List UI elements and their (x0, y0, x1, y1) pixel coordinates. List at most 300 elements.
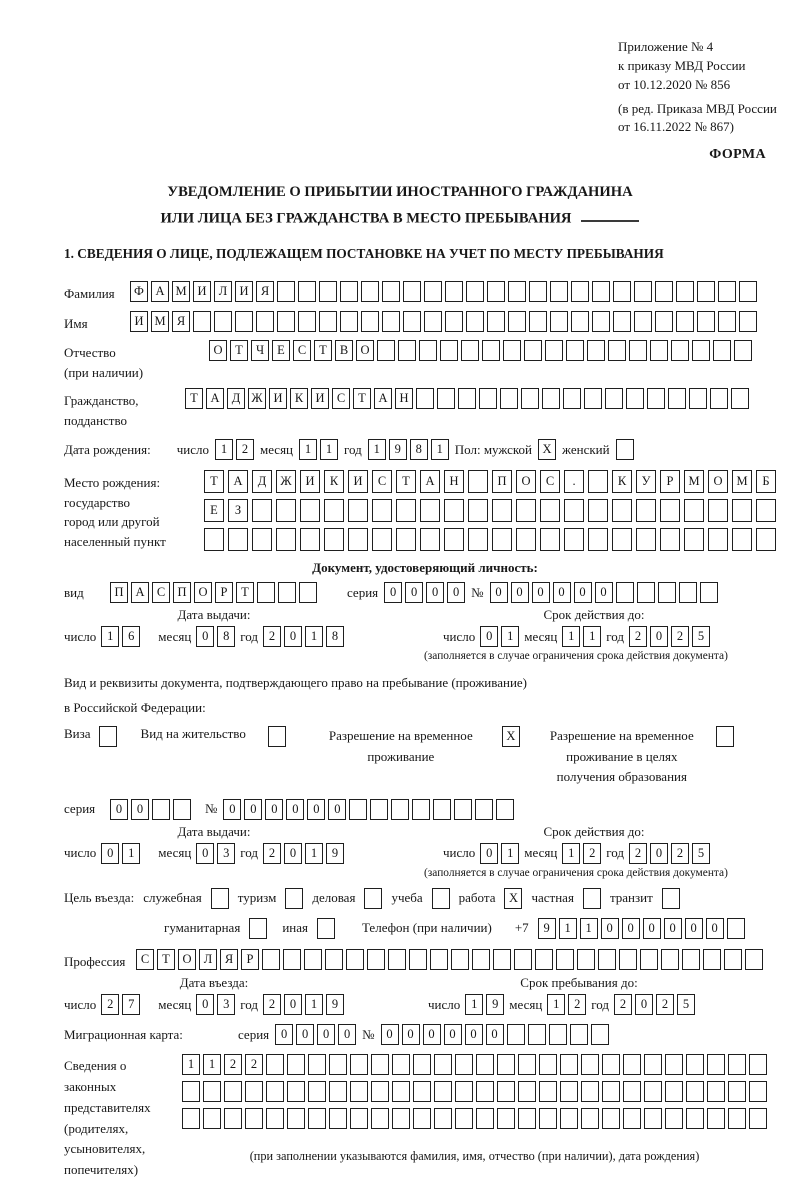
birth-month-field-0[interactable]: 1 (299, 439, 317, 460)
representatives-row3-27[interactable] (749, 1108, 767, 1129)
birth-place-row3-0[interactable] (204, 528, 224, 551)
patronymic-field-19[interactable] (608, 340, 626, 361)
doc-issue-day-1[interactable]: 6 (122, 626, 140, 647)
doc-kind-field-2[interactable]: С (152, 582, 170, 603)
migration-number-field-0[interactable]: 0 (381, 1024, 399, 1045)
residence-number-field-4[interactable]: 0 (307, 799, 325, 820)
purpose-other-checkbox-0[interactable] (317, 918, 335, 939)
given-name-field-22[interactable] (592, 311, 610, 332)
given-name-field-12[interactable] (382, 311, 400, 332)
profession-field-2[interactable]: О (178, 949, 196, 970)
doc-expiry-year-1[interactable]: 0 (650, 626, 668, 647)
migration-number-field-6[interactable] (507, 1024, 525, 1045)
representatives-row2-20[interactable] (602, 1081, 620, 1102)
residence-series-field-2[interactable] (152, 799, 170, 820)
given-name-field-14[interactable] (424, 311, 442, 332)
doc-issue-month[interactable] (196, 626, 235, 647)
entry-year-3[interactable]: 9 (326, 994, 344, 1015)
given-name-field-7[interactable] (277, 311, 295, 332)
birth-place-row2-20[interactable] (684, 499, 704, 522)
residence-expiry-month[interactable] (562, 843, 601, 864)
surname-field-29[interactable] (739, 281, 757, 302)
citizenship-field-8[interactable]: Т (353, 388, 371, 409)
surname-field-17[interactable] (487, 281, 505, 302)
surname-field-10[interactable] (340, 281, 358, 302)
profession-field-20[interactable] (556, 949, 574, 970)
birth-year-field[interactable] (368, 439, 449, 460)
doc-number-field-5[interactable]: 0 (595, 582, 613, 603)
birth-place-row2-4[interactable] (300, 499, 320, 522)
birth-place-row2-19[interactable] (660, 499, 680, 522)
given-name-field-2[interactable]: Я (172, 311, 190, 332)
residence-issue-year-3[interactable]: 9 (326, 843, 344, 864)
doc-series-field-3[interactable]: 0 (447, 582, 465, 603)
birth-place-row1-17[interactable]: К (612, 470, 632, 493)
birth-place-row3-6[interactable] (348, 528, 368, 551)
residence-permit-checkbox-0[interactable] (268, 726, 286, 747)
birth-place-row2-22[interactable] (732, 499, 752, 522)
residence-number-field-0[interactable]: 0 (223, 799, 241, 820)
birth-place-row1-1[interactable]: А (228, 470, 248, 493)
birth-place-row1-15[interactable]: . (564, 470, 584, 493)
stay-year-1[interactable]: 0 (635, 994, 653, 1015)
doc-series-field-0[interactable]: 0 (384, 582, 402, 603)
citizenship-field-0[interactable]: Т (185, 388, 203, 409)
surname-field-5[interactable]: И (235, 281, 253, 302)
birth-place-row3-15[interactable] (564, 528, 584, 551)
doc-expiry-day-1[interactable]: 1 (501, 626, 519, 647)
residence-expiry-year-1[interactable]: 0 (650, 843, 668, 864)
profession-field[interactable] (136, 949, 763, 970)
birth-place-row2-1[interactable]: З (228, 499, 248, 522)
migration-series-field-2[interactable]: 0 (317, 1024, 335, 1045)
migration-number-field-1[interactable]: 0 (402, 1024, 420, 1045)
patronymic-field-23[interactable] (692, 340, 710, 361)
entry-year[interactable] (263, 994, 344, 1015)
birth-place-row2-13[interactable] (516, 499, 536, 522)
birth-place-row2[interactable] (204, 499, 776, 522)
birth-place-row1-7[interactable]: С (372, 470, 392, 493)
birth-place-row2-8[interactable] (396, 499, 416, 522)
surname-field-3[interactable]: И (193, 281, 211, 302)
phone-field-7[interactable]: 0 (685, 918, 703, 939)
residence-series-field-0[interactable]: 0 (110, 799, 128, 820)
doc-expiry-month-0[interactable]: 1 (562, 626, 580, 647)
doc-kind-field-3[interactable]: П (173, 582, 191, 603)
residence-number-field[interactable] (223, 799, 514, 820)
residence-expiry-year-2[interactable]: 2 (671, 843, 689, 864)
doc-issue-year-3[interactable]: 8 (326, 626, 344, 647)
residence-expiry-day-0[interactable]: 0 (480, 843, 498, 864)
surname-field-9[interactable] (319, 281, 337, 302)
residence-number-field-6[interactable] (349, 799, 367, 820)
birth-year-field-2[interactable]: 8 (410, 439, 428, 460)
stay-year-2[interactable]: 2 (656, 994, 674, 1015)
representatives-row2-14[interactable] (476, 1081, 494, 1102)
representatives-row3-1[interactable] (203, 1108, 221, 1129)
representatives-row3-26[interactable] (728, 1108, 746, 1129)
profession-field-24[interactable] (640, 949, 658, 970)
representatives-row1-22[interactable] (644, 1054, 662, 1075)
birth-place-row1-10[interactable]: Н (444, 470, 464, 493)
representatives-row3-3[interactable] (245, 1108, 263, 1129)
citizenship-field-6[interactable]: И (311, 388, 329, 409)
representatives-row1-7[interactable] (329, 1054, 347, 1075)
patronymic-field-1[interactable]: Т (230, 340, 248, 361)
birth-place-row1-5[interactable]: К (324, 470, 344, 493)
doc-kind-field-5[interactable]: Р (215, 582, 233, 603)
migration-number-field-4[interactable]: 0 (465, 1024, 483, 1045)
doc-number-field-9[interactable] (679, 582, 697, 603)
purpose-study-checkbox[interactable] (432, 888, 450, 909)
migration-number-field-10[interactable] (591, 1024, 609, 1045)
doc-expiry-year-2[interactable]: 2 (671, 626, 689, 647)
profession-field-1[interactable]: Т (157, 949, 175, 970)
birth-month-field-1[interactable]: 1 (320, 439, 338, 460)
representatives-row2-8[interactable] (350, 1081, 368, 1102)
representatives-row1-8[interactable] (350, 1054, 368, 1075)
birth-place-row3-13[interactable] (516, 528, 536, 551)
representatives-row1-19[interactable] (581, 1054, 599, 1075)
purpose-private-checkbox[interactable] (583, 888, 601, 909)
representatives-row1-25[interactable] (707, 1054, 725, 1075)
profession-field-23[interactable] (619, 949, 637, 970)
representatives-row3-19[interactable] (581, 1108, 599, 1129)
entry-day-0[interactable]: 2 (101, 994, 119, 1015)
patronymic-field-6[interactable]: В (335, 340, 353, 361)
citizenship-field-16[interactable] (521, 388, 539, 409)
representatives-row1-21[interactable] (623, 1054, 641, 1075)
profession-field-29[interactable] (745, 949, 763, 970)
birth-place-row2-16[interactable] (588, 499, 608, 522)
migration-series-field[interactable] (275, 1024, 356, 1045)
citizenship-field-5[interactable]: К (290, 388, 308, 409)
representatives-row1[interactable] (182, 1054, 767, 1075)
doc-series-field-1[interactable]: 0 (405, 582, 423, 603)
entry-day-1[interactable]: 7 (122, 994, 140, 1015)
profession-field-27[interactable] (703, 949, 721, 970)
migration-number-field-2[interactable]: 0 (423, 1024, 441, 1045)
representatives-row1-15[interactable] (497, 1054, 515, 1075)
phone-field-5[interactable]: 0 (643, 918, 661, 939)
representatives-row1-23[interactable] (665, 1054, 683, 1075)
doc-number-field-2[interactable]: 0 (532, 582, 550, 603)
citizenship-field-17[interactable] (542, 388, 560, 409)
doc-number-field-8[interactable] (658, 582, 676, 603)
entry-day[interactable] (101, 994, 140, 1015)
temp-residence-edu-checkbox-0[interactable] (716, 726, 734, 747)
birth-place-row1-22[interactable]: М (732, 470, 752, 493)
representatives-row3-9[interactable] (371, 1108, 389, 1129)
representatives-row3-14[interactable] (476, 1108, 494, 1129)
doc-expiry-month[interactable] (562, 626, 601, 647)
representatives-row1-27[interactable] (749, 1054, 767, 1075)
profession-field-5[interactable]: Р (241, 949, 259, 970)
citizenship-field-21[interactable] (626, 388, 644, 409)
birth-place-row3-18[interactable] (636, 528, 656, 551)
representatives-row2-26[interactable] (728, 1081, 746, 1102)
residence-issue-month-0[interactable]: 0 (196, 843, 214, 864)
purpose-work-checkbox[interactable] (504, 888, 522, 909)
given-name-field-8[interactable] (298, 311, 316, 332)
stay-day-0[interactable]: 1 (465, 994, 483, 1015)
surname-field-16[interactable] (466, 281, 484, 302)
birth-place-row3-14[interactable] (540, 528, 560, 551)
birth-place-row1-8[interactable]: Т (396, 470, 416, 493)
profession-field-3[interactable]: Л (199, 949, 217, 970)
purpose-humanitarian-checkbox-0[interactable] (249, 918, 267, 939)
purpose-study-checkbox-0[interactable] (432, 888, 450, 909)
given-name-field-21[interactable] (571, 311, 589, 332)
representatives-row2-27[interactable] (749, 1081, 767, 1102)
residence-issue-year[interactable] (263, 843, 344, 864)
birth-place-row3[interactable] (204, 528, 776, 551)
birth-place-row3-23[interactable] (756, 528, 776, 551)
stay-year-0[interactable]: 2 (614, 994, 632, 1015)
purpose-private-checkbox-0[interactable] (583, 888, 601, 909)
birth-place-row1-2[interactable]: Д (252, 470, 272, 493)
residence-issue-month-1[interactable]: 3 (217, 843, 235, 864)
patronymic-field-16[interactable] (545, 340, 563, 361)
stay-year-3[interactable]: 5 (677, 994, 695, 1015)
phone-field-2[interactable]: 1 (580, 918, 598, 939)
phone-field-9[interactable] (727, 918, 745, 939)
representatives-row2-11[interactable] (413, 1081, 431, 1102)
birth-place-row3-17[interactable] (612, 528, 632, 551)
surname-field-26[interactable] (676, 281, 694, 302)
profession-field-18[interactable] (514, 949, 532, 970)
doc-number-field-3[interactable]: 0 (553, 582, 571, 603)
profession-field-21[interactable] (577, 949, 595, 970)
residence-issue-day[interactable] (101, 843, 140, 864)
surname-field-4[interactable]: Л (214, 281, 232, 302)
birth-day-field-1[interactable]: 2 (236, 439, 254, 460)
stay-year[interactable] (614, 994, 695, 1015)
representatives-row2[interactable] (182, 1081, 767, 1102)
representatives-row2-25[interactable] (707, 1081, 725, 1102)
entry-month-0[interactable]: 0 (196, 994, 214, 1015)
given-name-field-5[interactable] (235, 311, 253, 332)
doc-kind-field-8[interactable] (278, 582, 296, 603)
birth-place-row2-14[interactable] (540, 499, 560, 522)
residence-number-field-2[interactable]: 0 (265, 799, 283, 820)
representatives-row1-6[interactable] (308, 1054, 326, 1075)
representatives-row1-24[interactable] (686, 1054, 704, 1075)
birth-place-row1-16[interactable] (588, 470, 608, 493)
doc-issue-day-0[interactable]: 1 (101, 626, 119, 647)
representatives-row1-26[interactable] (728, 1054, 746, 1075)
doc-expiry-year-0[interactable]: 2 (629, 626, 647, 647)
purpose-business-checkbox[interactable] (211, 888, 229, 909)
patronymic-field-10[interactable] (419, 340, 437, 361)
temp-residence-checkbox[interactable] (502, 726, 520, 747)
phone-field[interactable] (538, 918, 745, 939)
citizenship-field-24[interactable] (689, 388, 707, 409)
representatives-row2-6[interactable] (308, 1081, 326, 1102)
patronymic-field-4[interactable]: С (293, 340, 311, 361)
migration-number-field-9[interactable] (570, 1024, 588, 1045)
patronymic-field-25[interactable] (734, 340, 752, 361)
patronymic-field-5[interactable]: Т (314, 340, 332, 361)
representatives-row2-12[interactable] (434, 1081, 452, 1102)
residence-issue-year-2[interactable]: 1 (305, 843, 323, 864)
birth-place-row1-21[interactable]: О (708, 470, 728, 493)
sex-male-checkbox-0[interactable]: X (538, 439, 556, 460)
birth-place-row2-5[interactable] (324, 499, 344, 522)
given-name-field-13[interactable] (403, 311, 421, 332)
migration-series-field-1[interactable]: 0 (296, 1024, 314, 1045)
birth-place-row1-0[interactable]: Т (204, 470, 224, 493)
surname-field-24[interactable] (634, 281, 652, 302)
representatives-row1-1[interactable]: 1 (203, 1054, 221, 1075)
entry-year-0[interactable]: 2 (263, 994, 281, 1015)
birth-place-row2-0[interactable]: Е (204, 499, 224, 522)
residence-expiry-month-0[interactable]: 1 (562, 843, 580, 864)
migration-number-field-8[interactable] (549, 1024, 567, 1045)
entry-month-1[interactable]: 3 (217, 994, 235, 1015)
birth-place-row3-10[interactable] (444, 528, 464, 551)
representatives-row2-5[interactable] (287, 1081, 305, 1102)
representatives-row2-7[interactable] (329, 1081, 347, 1102)
representatives-row2-22[interactable] (644, 1081, 662, 1102)
doc-expiry-year[interactable] (629, 626, 710, 647)
residence-issue-year-1[interactable]: 0 (284, 843, 302, 864)
birth-place-row2-7[interactable] (372, 499, 392, 522)
temp-residence-edu-checkbox[interactable] (716, 726, 734, 747)
citizenship-field-13[interactable] (458, 388, 476, 409)
residence-number-field-7[interactable] (370, 799, 388, 820)
doc-issue-year[interactable] (263, 626, 344, 647)
given-name-field-0[interactable]: И (130, 311, 148, 332)
birth-place-row3-7[interactable] (372, 528, 392, 551)
representatives-row3-5[interactable] (287, 1108, 305, 1129)
representatives-row3-7[interactable] (329, 1108, 347, 1129)
residence-number-field-3[interactable]: 0 (286, 799, 304, 820)
doc-number-field-4[interactable]: 0 (574, 582, 592, 603)
representatives-row2-0[interactable] (182, 1081, 200, 1102)
phone-field-1[interactable]: 1 (559, 918, 577, 939)
residence-number-field-8[interactable] (391, 799, 409, 820)
representatives-row3-11[interactable] (413, 1108, 431, 1129)
residence-expiry-day[interactable] (480, 843, 519, 864)
migration-number-field-7[interactable] (528, 1024, 546, 1045)
patronymic-field-14[interactable] (503, 340, 521, 361)
visa-checkbox-0[interactable] (99, 726, 117, 747)
profession-field-9[interactable] (325, 949, 343, 970)
doc-kind-field-4[interactable]: О (194, 582, 212, 603)
citizenship-field-19[interactable] (584, 388, 602, 409)
residence-expiry-year-0[interactable]: 2 (629, 843, 647, 864)
birth-place-row3-22[interactable] (732, 528, 752, 551)
representatives-row3-24[interactable] (686, 1108, 704, 1129)
representatives-row1-2[interactable]: 2 (224, 1054, 242, 1075)
residence-number-field-13[interactable] (496, 799, 514, 820)
sex-female-checkbox-0[interactable] (616, 439, 634, 460)
representatives-row2-3[interactable] (245, 1081, 263, 1102)
patronymic-field-8[interactable] (377, 340, 395, 361)
purpose-tourism-checkbox[interactable] (285, 888, 303, 909)
doc-number-field-6[interactable] (616, 582, 634, 603)
doc-number-field-1[interactable]: 0 (511, 582, 529, 603)
patronymic-field-15[interactable] (524, 340, 542, 361)
birth-place-row1-3[interactable]: Ж (276, 470, 296, 493)
entry-year-1[interactable]: 0 (284, 994, 302, 1015)
profession-field-4[interactable]: Я (220, 949, 238, 970)
birth-place-row2-11[interactable] (468, 499, 488, 522)
birth-place-row2-18[interactable] (636, 499, 656, 522)
birth-place-row3-3[interactable] (276, 528, 296, 551)
given-name-field-26[interactable] (676, 311, 694, 332)
birth-place-row3-20[interactable] (684, 528, 704, 551)
profession-field-17[interactable] (493, 949, 511, 970)
given-name-field-9[interactable] (319, 311, 337, 332)
birth-place-row3-11[interactable] (468, 528, 488, 551)
representatives-row2-16[interactable] (518, 1081, 536, 1102)
migration-number-field-5[interactable]: 0 (486, 1024, 504, 1045)
birth-place-row3-12[interactable] (492, 528, 512, 551)
surname-field-12[interactable] (382, 281, 400, 302)
birth-place-row1-6[interactable]: И (348, 470, 368, 493)
migration-series-field-3[interactable]: 0 (338, 1024, 356, 1045)
representatives-row2-18[interactable] (560, 1081, 578, 1102)
birth-place-row3-1[interactable] (228, 528, 248, 551)
given-name-field-18[interactable] (508, 311, 526, 332)
surname-field[interactable] (130, 281, 757, 302)
representatives-row1-20[interactable] (602, 1054, 620, 1075)
doc-expiry-day-0[interactable]: 0 (480, 626, 498, 647)
representatives-row2-4[interactable] (266, 1081, 284, 1102)
doc-issue-month-0[interactable]: 0 (196, 626, 214, 647)
migration-number-field-3[interactable]: 0 (444, 1024, 462, 1045)
birth-place-row2-9[interactable] (420, 499, 440, 522)
profession-field-25[interactable] (661, 949, 679, 970)
birth-year-field-3[interactable]: 1 (431, 439, 449, 460)
purpose-work-checkbox-0[interactable]: X (504, 888, 522, 909)
purpose-other-checkbox[interactable] (317, 918, 335, 939)
birth-place-row1-18[interactable]: У (636, 470, 656, 493)
representatives-row3-21[interactable] (623, 1108, 641, 1129)
patronymic-field-11[interactable] (440, 340, 458, 361)
residence-issue-day-1[interactable]: 1 (122, 843, 140, 864)
representatives-row1-0[interactable]: 1 (182, 1054, 200, 1075)
citizenship-field-23[interactable] (668, 388, 686, 409)
patronymic-field-17[interactable] (566, 340, 584, 361)
representatives-row2-24[interactable] (686, 1081, 704, 1102)
birth-place-row3-4[interactable] (300, 528, 320, 551)
given-name-field-25[interactable] (655, 311, 673, 332)
profession-field-8[interactable] (304, 949, 322, 970)
birth-place-row2-23[interactable] (756, 499, 776, 522)
representatives-row1-9[interactable] (371, 1054, 389, 1075)
representatives-row3-2[interactable] (224, 1108, 242, 1129)
given-name-field-11[interactable] (361, 311, 379, 332)
doc-series-field-2[interactable]: 0 (426, 582, 444, 603)
residence-series-field-3[interactable] (173, 799, 191, 820)
residence-number-field-9[interactable] (412, 799, 430, 820)
birth-place-row1[interactable] (204, 470, 776, 493)
representatives-row3-16[interactable] (518, 1108, 536, 1129)
purpose-tourism-checkbox-0[interactable] (285, 888, 303, 909)
surname-field-7[interactable] (277, 281, 295, 302)
given-name-field-15[interactable] (445, 311, 463, 332)
representatives-row3-20[interactable] (602, 1108, 620, 1129)
stay-month-0[interactable]: 1 (547, 994, 565, 1015)
patronymic-field-21[interactable] (650, 340, 668, 361)
profession-field-10[interactable] (346, 949, 364, 970)
surname-field-19[interactable] (529, 281, 547, 302)
birth-place-row1-13[interactable]: О (516, 470, 536, 493)
representatives-row3-23[interactable] (665, 1108, 683, 1129)
